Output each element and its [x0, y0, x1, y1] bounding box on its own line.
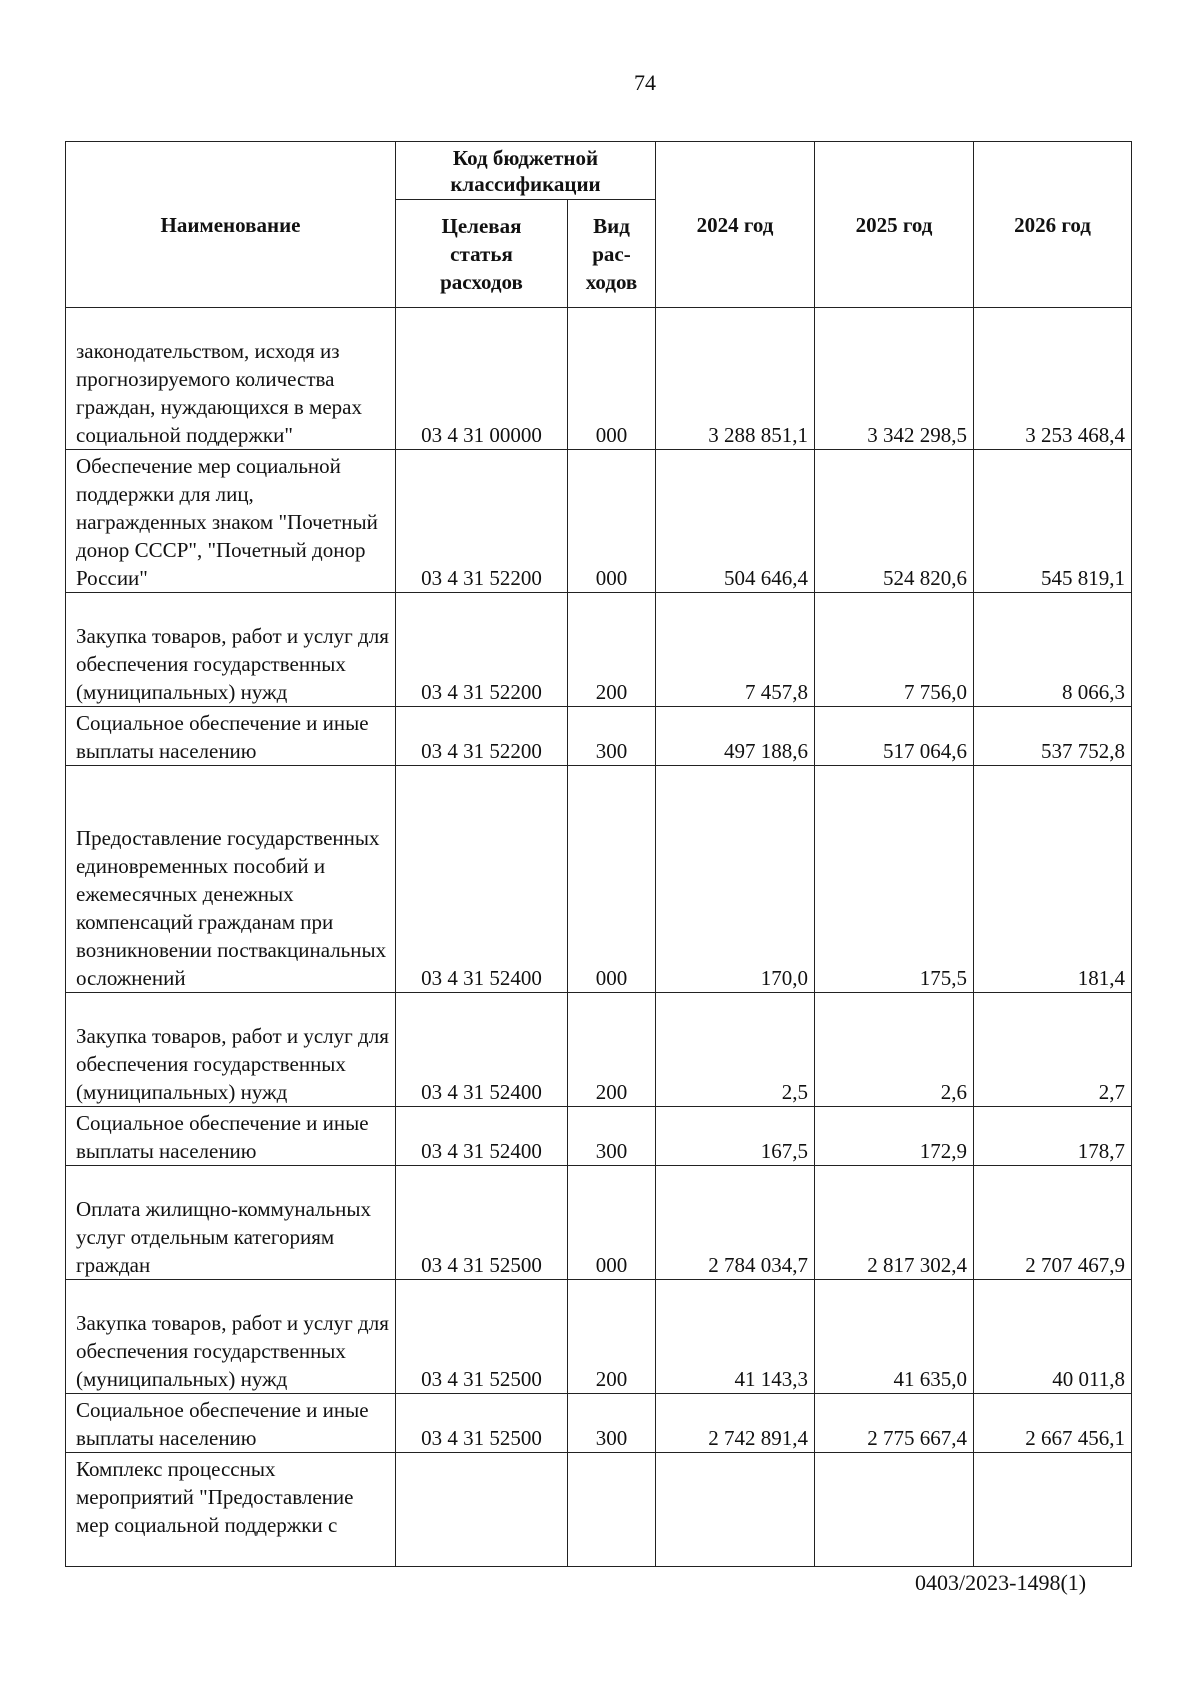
row-2025-cell: 7 756,0 — [815, 593, 974, 707]
row-2024-cell: 170,0 — [656, 766, 815, 993]
row-name-cell: Социальное обеспечение и иные выплаты населению — [66, 1394, 396, 1453]
row-2025-cell: 2,6 — [815, 993, 974, 1107]
row-target-article-cell — [396, 1453, 568, 1567]
header-budget-code: Код бюджетной классификации — [396, 142, 656, 200]
row-target-article-cell: 03 4 31 52200 — [396, 593, 568, 707]
page-number: 74 — [634, 70, 656, 95]
row-2026-cell: 537 752,8 — [974, 707, 1132, 766]
row-expense-type-cell: 000 — [568, 766, 656, 993]
row-2026-cell: 2 707 467,9 — [974, 1166, 1132, 1280]
row-name-cell: Предоставление государственных единовременных пособий и ежемесячных денежных компенсаций гражданам при возникновении поствакцинальных осложнений — [66, 766, 396, 993]
row-2025-cell: 172,9 — [815, 1107, 974, 1166]
row-2024-cell: 3 288 851,1 — [656, 308, 815, 450]
row-2024-cell: 167,5 — [656, 1107, 815, 1166]
row-2026-cell: 3 253 468,4 — [974, 308, 1132, 450]
row-2024-cell: 2 742 891,4 — [656, 1394, 815, 1453]
row-target-article-cell: 03 4 31 52400 — [396, 993, 568, 1107]
header-name: Наименование — [66, 142, 396, 308]
row-2026-cell: 181,4 — [974, 766, 1132, 993]
row-name-cell: Закупка товаров, работ и услуг для обеспечения государственных (муниципальных) нужд — [66, 593, 396, 707]
row-2024-cell: 7 457,8 — [656, 593, 815, 707]
row-name-cell: Закупка товаров, работ и услуг для обеспечения государственных (муниципальных) нужд — [66, 1280, 396, 1394]
row-2025-cell: 41 635,0 — [815, 1280, 974, 1394]
row-target-article-cell: 03 4 31 52400 — [396, 766, 568, 993]
row-2024-cell: 504 646,4 — [656, 450, 815, 593]
row-2024-cell: 2,5 — [656, 993, 815, 1107]
row-name-cell: Обеспечение мер социальной поддержки для лиц, награжденных знаком "Почетный донор СССР", "Почетный донор России" — [66, 450, 396, 593]
table-row — [66, 1107, 1132, 1166]
row-2026-cell: 8 066,3 — [974, 593, 1132, 707]
row-expense-type-cell: 300 — [568, 1394, 656, 1453]
table-row — [66, 450, 1132, 593]
row-2025-cell: 2 775 667,4 — [815, 1394, 974, 1453]
row-2026-cell — [974, 1453, 1132, 1567]
row-target-article-cell: 03 4 31 52200 — [396, 450, 568, 593]
table-row — [66, 593, 1132, 707]
row-name-cell: Оплата жилищно-коммунальных услуг отдельным категориям граждан — [66, 1166, 396, 1280]
row-expense-type-cell: 200 — [568, 593, 656, 707]
header-target-article: Целевая статья расходов — [396, 200, 568, 308]
row-2025-cell: 3 342 298,5 — [815, 308, 974, 450]
table-row — [66, 766, 1132, 993]
row-target-article-cell: 03 4 31 52500 — [396, 1280, 568, 1394]
row-2024-cell — [656, 1453, 815, 1567]
row-2024-cell: 497 188,6 — [656, 707, 815, 766]
table-row — [66, 1166, 1132, 1280]
table-row — [66, 993, 1132, 1107]
row-name-cell: Социальное обеспечение и иные выплаты населению — [66, 707, 396, 766]
row-target-article-cell: 03 4 31 52400 — [396, 1107, 568, 1166]
row-2025-cell: 524 820,6 — [815, 450, 974, 593]
row-expense-type-cell: 300 — [568, 707, 656, 766]
row-2026-cell: 40 011,8 — [974, 1280, 1132, 1394]
header-expense-type: Вид рас-ходов — [568, 200, 656, 308]
row-expense-type-cell: 200 — [568, 1280, 656, 1394]
row-expense-type-cell: 000 — [568, 308, 656, 450]
row-2026-cell: 2,7 — [974, 993, 1132, 1107]
header-year-2024: 2024 год — [656, 142, 815, 308]
row-target-article-cell: 03 4 31 52500 — [396, 1166, 568, 1280]
row-target-article-cell: 03 4 31 52500 — [396, 1394, 568, 1453]
table-body — [66, 308, 1132, 1567]
budget-table-wrapper — [65, 141, 1132, 1567]
row-2026-cell: 178,7 — [974, 1107, 1132, 1166]
row-2025-cell: 175,5 — [815, 766, 974, 993]
row-2024-cell: 41 143,3 — [656, 1280, 815, 1394]
row-2024-cell: 2 784 034,7 — [656, 1166, 815, 1280]
table-row — [66, 1280, 1132, 1394]
row-expense-type-cell: 000 — [568, 450, 656, 593]
row-expense-type-cell — [568, 1453, 656, 1567]
row-2025-cell: 2 817 302,4 — [815, 1166, 974, 1280]
row-expense-type-cell: 200 — [568, 993, 656, 1107]
budget-table — [65, 141, 1132, 1567]
table-row — [66, 1453, 1132, 1567]
document-code: 0403/2023-1498(1) — [915, 1570, 1087, 1595]
row-expense-type-cell: 300 — [568, 1107, 656, 1166]
header-year-2025: 2025 год — [815, 142, 974, 308]
row-name-cell: законодательством, исходя из прогнозируемого количества граждан, нуждающихся в мерах социальной поддержки" — [66, 308, 396, 450]
header-year-2026: 2026 год — [974, 142, 1132, 308]
row-2026-cell: 545 819,1 — [974, 450, 1132, 593]
row-name-cell: Закупка товаров, работ и услуг для обеспечения государственных (муниципальных) нужд — [66, 993, 396, 1107]
row-name-cell: Комплекс процессных мероприятий "Предоставление мер социальной поддержки с — [66, 1453, 396, 1567]
row-2025-cell — [815, 1453, 974, 1567]
row-target-article-cell: 03 4 31 00000 — [396, 308, 568, 450]
row-target-article-cell: 03 4 31 52200 — [396, 707, 568, 766]
table-row — [66, 308, 1132, 450]
table-row — [66, 707, 1132, 766]
row-name-cell: Социальное обеспечение и иные выплаты населению — [66, 1107, 396, 1166]
row-2026-cell: 2 667 456,1 — [974, 1394, 1132, 1453]
row-2025-cell: 517 064,6 — [815, 707, 974, 766]
table-row — [66, 1394, 1132, 1453]
row-expense-type-cell: 000 — [568, 1166, 656, 1280]
